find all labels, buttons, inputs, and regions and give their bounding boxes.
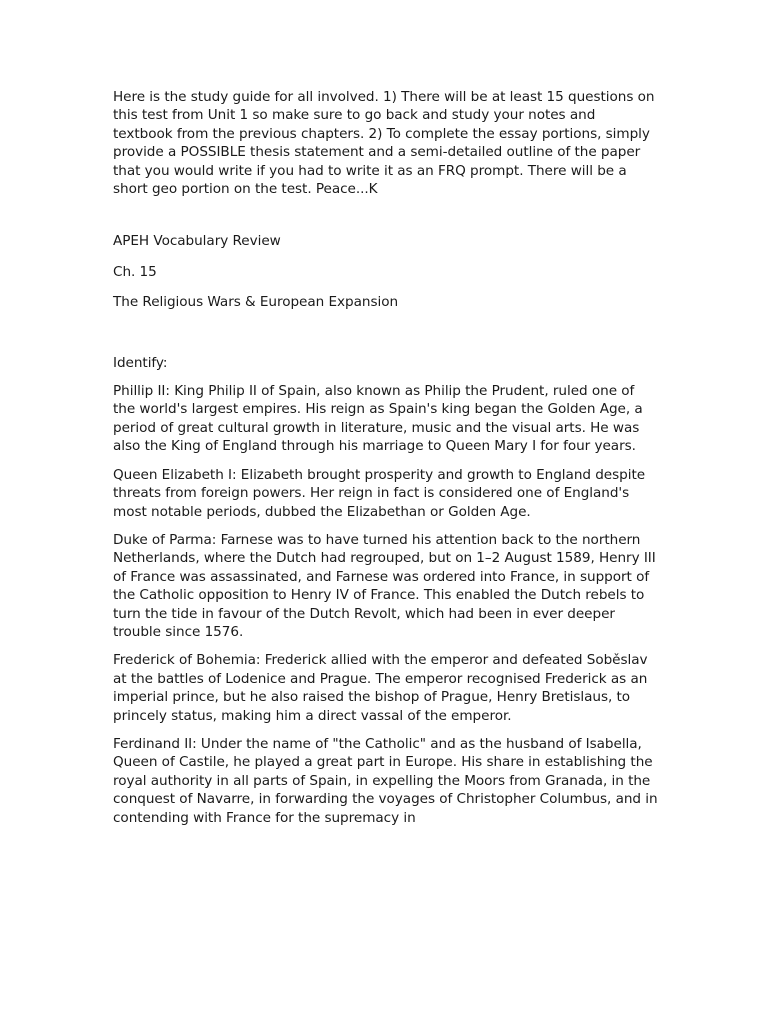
spacer bbox=[113, 281, 658, 293]
document-body bbox=[113, 88, 658, 837]
spacer bbox=[113, 312, 658, 354]
term-phillip-ii: Phillip II: King Philip II of Spain, also known as Philip the Prudent, ruled one of the world's largest empires. His reign as Spain's king began the Golden Age, a period of great cultural growth in literature, music and the visual arts. He was also the King of England through his marriage to Queen Mary I for four years. bbox=[113, 383, 643, 455]
spacer bbox=[113, 251, 658, 263]
term-ferdinand-ii: Ferdinand II: Under the name of "the Catholic" and as the husband of Isabella, Queen of Castile, he played a great part in Europe. His share in establishing the royal authority in all parts of Spain, in expelling the Moors from Granada, in the conquest of Navarre, in forwarding the voyages of Christopher Columbus, and in contending with France for the supremacy in bbox=[113, 735, 658, 826]
intro-paragraph: Here is the study guide for all involved. 1) There will be at least 15 questions on this test from Unit 1 so make sure to go back and study your notes and textbook from the previous chapters. 2) To complete the essay portions, simply provide a POSSIBLE thesis statement and a semi-detailed outline of the paper that you would write if you had to write it as an FRQ prompt. There will be a short geo portion on the test. Peace...K bbox=[113, 89, 655, 198]
chapter-subtitle: The Religious Wars & European Expansion bbox=[113, 294, 399, 311]
term-duke-of-parma: Duke of Parma: Farnese was to have turned his attention back to the northern Netherlands, where the Dutch had regrouped, but on 1–2 August 1589, Henry III of France was assassinated, and Farnese was ordered into France, in support of the Catholic opposition to Henry IV of France. This enabled the Dutch rebels to turn the tide in favour of the Dutch Revolt, which had been in ever deeper trouble since 1576. bbox=[113, 531, 656, 640]
identify-label: Identify: bbox=[113, 354, 168, 371]
review-title: APEH Vocabulary Review bbox=[113, 233, 281, 250]
chapter-label: Ch. 15 bbox=[113, 263, 157, 280]
term-frederick-of-bohemia: Frederick of Bohemia: Frederick allied with the emperor and defeated Soběslav at the battles of Lodenice and Prague. The emperor recognised Frederick as an imperial prince, but he also raised the bishop of Prague, Henry Bretislaus, to princely status, making him a direct vassal of the emperor. bbox=[113, 652, 648, 724]
term-queen-elizabeth-i: Queen Elizabeth I: Elizabeth brought prosperity and growth to England despite threats from foreign powers. Her reign in fact is considered one of England's most notable periods, dubbed the Elizabethan or Golden Age. bbox=[113, 466, 646, 520]
spacer bbox=[113, 198, 658, 232]
